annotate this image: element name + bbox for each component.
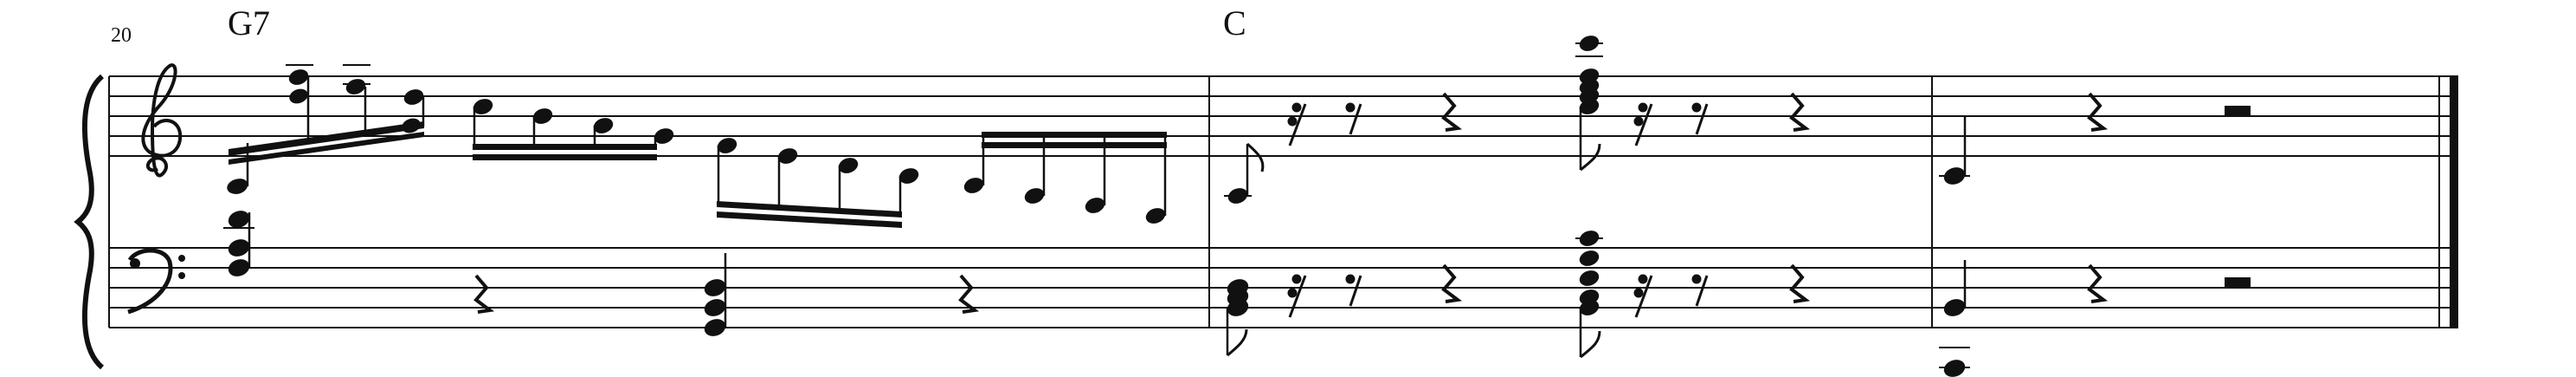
bass-measure-22 bbox=[1939, 260, 2251, 377]
treble-clef bbox=[143, 65, 180, 175]
measure-number: 20 bbox=[111, 24, 132, 47]
treble-measure-21 bbox=[1224, 34, 1806, 206]
system-brace bbox=[78, 76, 102, 367]
run-group-3 bbox=[716, 136, 920, 228]
eighth-rest bbox=[1692, 103, 1707, 134]
chord-symbol-c: C bbox=[1223, 3, 1246, 42]
sixteenth-rest bbox=[1634, 275, 1652, 317]
chord-symbol-g7: G7 bbox=[228, 3, 270, 42]
half-rest bbox=[2225, 277, 2251, 288]
treble-measure-22 bbox=[1939, 94, 2251, 187]
run-group-4 bbox=[963, 132, 1167, 225]
run-group-1 bbox=[227, 65, 425, 196]
sixteenth-rest bbox=[1288, 275, 1305, 317]
eighth-rest bbox=[1692, 275, 1707, 306]
sixteenth-rest bbox=[1634, 103, 1652, 146]
end-barline bbox=[2439, 76, 2458, 328]
bass-clef bbox=[128, 250, 185, 312]
half-rest bbox=[2225, 106, 2251, 116]
sixteenth-rest bbox=[1288, 103, 1305, 146]
treble-staff bbox=[109, 76, 2458, 156]
run-group-2 bbox=[472, 97, 675, 160]
bass-staff bbox=[109, 248, 2458, 328]
eighth-rest bbox=[1346, 103, 1361, 134]
eighth-rest bbox=[1346, 275, 1361, 306]
bass-measure-20 bbox=[223, 208, 975, 338]
